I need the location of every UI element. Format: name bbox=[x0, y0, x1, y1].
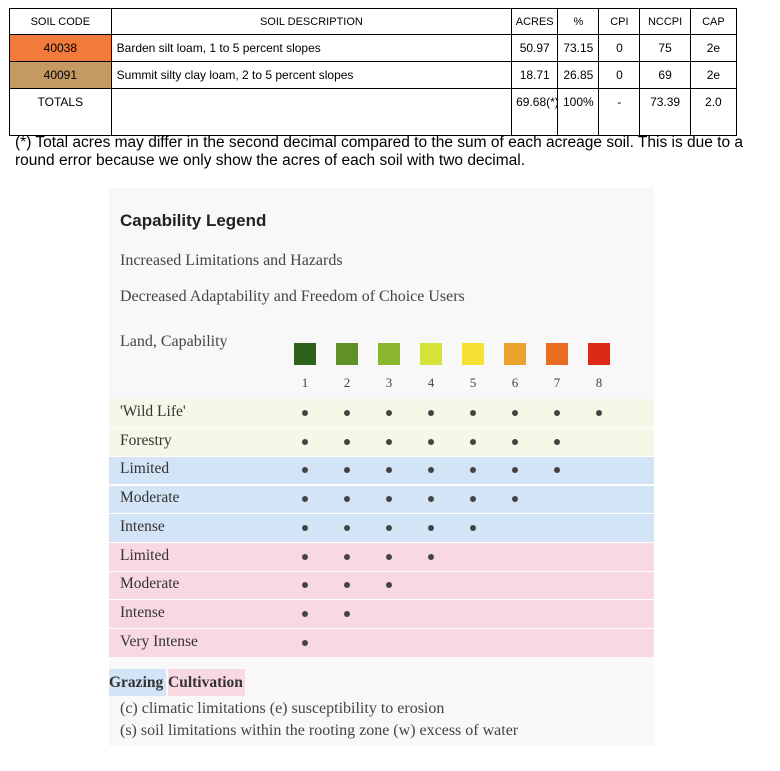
row-divider bbox=[109, 571, 654, 572]
capability-dot bbox=[302, 525, 308, 531]
class-7-swatch bbox=[546, 343, 568, 365]
soil-code-cell: 40091 bbox=[10, 62, 112, 89]
capability-dot bbox=[344, 554, 350, 560]
totals-cpi: - bbox=[599, 89, 640, 136]
totals-description bbox=[111, 89, 511, 136]
legend-title: Capability Legend bbox=[120, 211, 267, 230]
capability-dot bbox=[344, 467, 350, 473]
legend-line-limitations: Increased Limitations and Hazards bbox=[120, 252, 343, 269]
class-2-number: 2 bbox=[343, 375, 351, 390]
soil-description-cell: Barden silt loam, 1 to 5 percent slopes bbox=[111, 35, 511, 62]
header-cap: CAP bbox=[690, 9, 736, 35]
capability-legend bbox=[109, 188, 654, 746]
capability-dot bbox=[470, 525, 476, 531]
capability-dot bbox=[386, 525, 392, 531]
capability-dot bbox=[344, 611, 350, 617]
capability-dot bbox=[428, 439, 434, 445]
cap-cell: 2e bbox=[690, 62, 736, 89]
legend-row-cult bbox=[109, 600, 654, 628]
capability-dot bbox=[386, 496, 392, 502]
legend-line-adaptability: Decreased Adaptability and Freedom of Choice Users bbox=[120, 288, 465, 305]
land-capability-label: Land, Capability bbox=[120, 333, 228, 350]
capability-dot bbox=[386, 439, 392, 445]
cpi-cell: 0 bbox=[599, 62, 640, 89]
capability-dot bbox=[428, 467, 434, 473]
class-5-swatch bbox=[462, 343, 484, 365]
capability-dot bbox=[512, 496, 518, 502]
capability-dot bbox=[470, 410, 476, 416]
legend-note-climatic: (c) climatic limitations (e) susceptibility to erosion bbox=[120, 700, 445, 717]
capability-dot bbox=[428, 410, 434, 416]
capability-dot bbox=[344, 496, 350, 502]
grazing-tag: Grazing bbox=[109, 669, 166, 696]
capability-dot bbox=[470, 439, 476, 445]
class-6-number: 6 bbox=[511, 375, 519, 390]
legend-row-graz bbox=[109, 456, 654, 484]
header-soil-description: SOIL DESCRIPTION bbox=[111, 9, 511, 35]
legend-row-cult bbox=[109, 543, 654, 571]
class-6-swatch bbox=[504, 343, 526, 365]
class-1-number: 1 bbox=[301, 375, 309, 390]
class-7-number: 7 bbox=[553, 375, 561, 390]
capability-dot bbox=[554, 467, 560, 473]
totals-cap: 2.0 bbox=[690, 89, 736, 136]
class-2-swatch bbox=[336, 343, 358, 365]
legend-row-graz bbox=[109, 514, 654, 542]
row-divider bbox=[109, 485, 654, 486]
class-5-number: 5 bbox=[469, 375, 477, 390]
capability-dot bbox=[470, 467, 476, 473]
soil-table bbox=[9, 8, 737, 136]
cultivation-tag: Cultivation bbox=[168, 669, 245, 696]
header-acres: ACRES bbox=[512, 9, 558, 35]
class-4-number: 4 bbox=[427, 375, 435, 390]
capability-dot bbox=[554, 439, 560, 445]
capability-dot bbox=[302, 611, 308, 617]
legend-row-label: 'Wild Life' bbox=[120, 403, 186, 420]
capability-dot bbox=[344, 525, 350, 531]
capability-dot bbox=[386, 467, 392, 473]
capability-dot bbox=[302, 554, 308, 560]
legend-row-wild bbox=[109, 428, 654, 456]
class-8-swatch bbox=[588, 343, 610, 365]
totals-percent: 100% bbox=[558, 89, 599, 136]
percent-cell: 26.85 bbox=[558, 62, 599, 89]
class-8-number: 8 bbox=[595, 375, 603, 390]
capability-dot bbox=[386, 582, 392, 588]
legend-note-soil: (s) soil limitations within the rooting zone (w) excess of water bbox=[120, 722, 519, 739]
legend-row-label: Intense bbox=[120, 603, 165, 621]
row-divider bbox=[109, 628, 654, 629]
header-cpi: CPI bbox=[599, 9, 640, 35]
capability-dot bbox=[344, 582, 350, 588]
capability-dot bbox=[302, 496, 308, 502]
class-3-swatch bbox=[378, 343, 400, 365]
capability-dot bbox=[512, 439, 518, 445]
totals-nccpi: 73.39 bbox=[640, 89, 690, 136]
cap-cell: 2e bbox=[690, 35, 736, 62]
capability-dot bbox=[554, 410, 560, 416]
legend-row-label: Limited bbox=[120, 546, 170, 564]
capability-dot bbox=[428, 496, 434, 502]
header-nccpi: NCCPI bbox=[640, 9, 690, 35]
nccpi-cell: 75 bbox=[640, 35, 690, 62]
capability-dot bbox=[344, 439, 350, 445]
row-divider bbox=[109, 599, 654, 600]
totals-acres: 69.68(*) bbox=[512, 89, 558, 136]
totals-row bbox=[10, 89, 737, 136]
acres-cell: 50.97 bbox=[512, 35, 558, 62]
legend-row-label: Moderate bbox=[120, 489, 180, 507]
percent-cell: 73.15 bbox=[558, 35, 599, 62]
capability-dot bbox=[596, 410, 602, 416]
capability-dot bbox=[386, 554, 392, 560]
capability-dot bbox=[344, 410, 350, 416]
table-header-row bbox=[10, 9, 737, 35]
capability-dot bbox=[302, 640, 308, 646]
row-divider bbox=[109, 456, 654, 457]
row-divider bbox=[109, 513, 654, 514]
legend-row-label: Forestry bbox=[120, 431, 172, 449]
legend-row-label: Intense bbox=[120, 517, 165, 535]
acreage-footnote: (*) Total acres may differ in the second decimal compared to the sum of each acreage soil. This is due to a round error because we only show the acres of each soil with two decimal. bbox=[15, 134, 744, 169]
legend-row-cult bbox=[109, 571, 654, 599]
legend-row-wild bbox=[109, 399, 654, 427]
capability-dot bbox=[302, 439, 308, 445]
table-row bbox=[10, 35, 737, 62]
table-row bbox=[10, 62, 737, 89]
legend-row-label: Moderate bbox=[120, 575, 180, 593]
row-divider bbox=[109, 427, 654, 428]
totals-label: TOTALS bbox=[10, 89, 112, 136]
row-divider bbox=[109, 542, 654, 543]
nccpi-cell: 69 bbox=[640, 62, 690, 89]
class-1-swatch bbox=[294, 343, 316, 365]
header-soil-code: SOIL CODE bbox=[10, 9, 112, 35]
class-3-number: 3 bbox=[385, 375, 393, 390]
soil-description-cell: Summit silty clay loam, 2 to 5 percent slopes bbox=[111, 62, 511, 89]
capability-dot bbox=[512, 410, 518, 416]
soil-code-cell: 40038 bbox=[10, 35, 112, 62]
header-percent: % bbox=[558, 9, 599, 35]
capability-dot bbox=[302, 582, 308, 588]
capability-dot bbox=[302, 410, 308, 416]
capability-dot bbox=[512, 467, 518, 473]
legend-row-label: Limited bbox=[120, 460, 170, 478]
legend-row-cult bbox=[109, 629, 654, 657]
capability-dot bbox=[386, 410, 392, 416]
cpi-cell: 0 bbox=[599, 35, 640, 62]
class-4-swatch bbox=[420, 343, 442, 365]
capability-dot bbox=[428, 525, 434, 531]
legend-row-label: Very Intense bbox=[120, 632, 198, 650]
legend-row-graz bbox=[109, 485, 654, 513]
capability-dot bbox=[428, 554, 434, 560]
acres-cell: 18.71 bbox=[512, 62, 558, 89]
capability-dot bbox=[302, 467, 308, 473]
capability-dot bbox=[470, 496, 476, 502]
